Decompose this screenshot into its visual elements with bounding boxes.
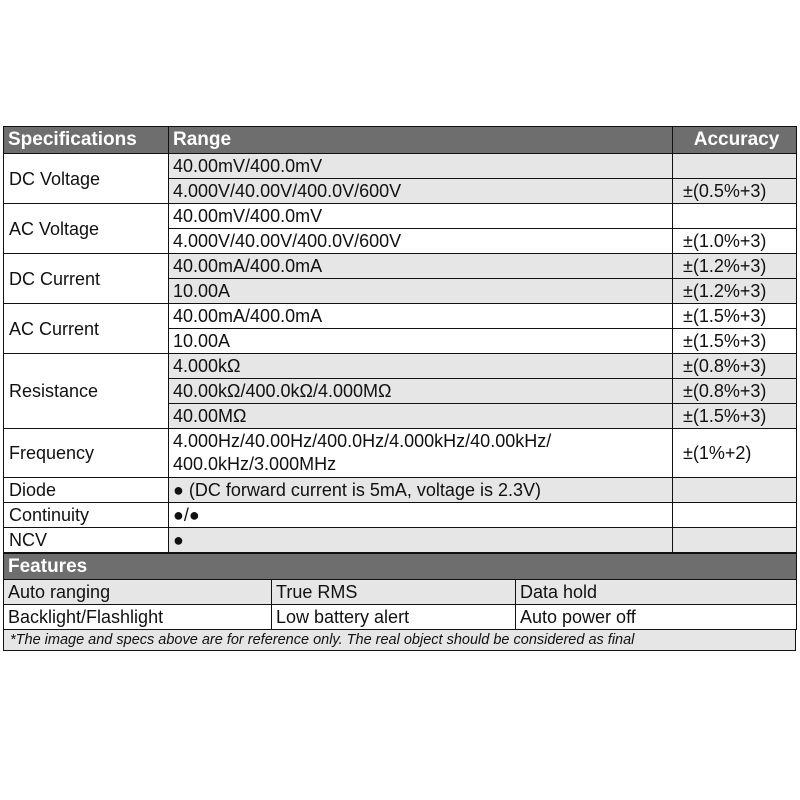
features-table xyxy=(3,553,797,630)
table-row xyxy=(4,254,797,279)
table-row xyxy=(4,154,797,179)
feature-item: Data hold xyxy=(516,580,797,605)
table-header xyxy=(4,127,797,154)
table-row xyxy=(4,528,797,553)
table-row xyxy=(4,478,797,503)
accuracy-cell: ±(1.2%+3) xyxy=(673,279,797,304)
table-row xyxy=(4,354,797,379)
frequency-range-line-1: 4.000Hz/40.00Hz/400.0Hz/4.000kHz/40.00kHz/ xyxy=(173,431,552,451)
table-row xyxy=(4,204,797,229)
feature-item: Backlight/Flashlight xyxy=(4,605,272,630)
spec-name-frequency: Frequency xyxy=(4,429,169,478)
accuracy-cell: ±(0.5%+3) xyxy=(673,179,797,204)
range-cell-frequency xyxy=(169,429,673,478)
table-row xyxy=(4,605,797,630)
features-title: Features xyxy=(4,554,797,580)
accuracy-cell-empty xyxy=(673,154,797,179)
accuracy-cell-empty xyxy=(673,528,797,553)
range-cell: 40.00mV/400.0mV xyxy=(169,154,673,179)
range-cell: 40.00MΩ xyxy=(169,404,673,429)
range-cell: 4.000V/40.00V/400.0V/600V xyxy=(169,179,673,204)
accuracy-cell: ±(1.2%+3) xyxy=(673,254,797,279)
accuracy-cell: ±(1.5%+3) xyxy=(673,329,797,354)
table-row xyxy=(4,503,797,528)
accuracy-cell-empty xyxy=(673,204,797,229)
accuracy-cell: ±(0.8%+3) xyxy=(673,379,797,404)
range-cell: 4.000kΩ xyxy=(169,354,673,379)
accuracy-cell: ±(0.8%+3) xyxy=(673,354,797,379)
specifications-table xyxy=(3,126,797,553)
table-row xyxy=(4,580,797,605)
spec-name-dc-voltage: DC Voltage xyxy=(4,154,169,204)
range-cell: 10.00A xyxy=(169,329,673,354)
range-cell: 40.00mA/400.0mA xyxy=(169,254,673,279)
feature-item: True RMS xyxy=(272,580,516,605)
range-cell: 40.00mV/400.0mV xyxy=(169,204,673,229)
range-cell: 4.000V/40.00V/400.0V/600V xyxy=(169,229,673,254)
range-cell: 10.00A xyxy=(169,279,673,304)
range-cell: 40.00mA/400.0mA xyxy=(169,304,673,329)
spec-sheet xyxy=(3,126,796,651)
header-accuracy: Accuracy xyxy=(673,127,797,154)
disclaimer-note: *The image and specs above are for reference only. The real object should be considered as final xyxy=(3,630,796,651)
accuracy-cell-empty xyxy=(673,503,797,528)
spec-name-ncv: NCV xyxy=(4,528,169,553)
range-cell: ●/● xyxy=(169,503,673,528)
spec-name-ac-voltage: AC Voltage xyxy=(4,204,169,254)
feature-item: Auto power off xyxy=(516,605,797,630)
spec-name-ac-current: AC Current xyxy=(4,304,169,354)
spec-name-continuity: Continuity xyxy=(4,503,169,528)
header-range: Range xyxy=(169,127,673,154)
range-cell: 40.00kΩ/400.0kΩ/4.000MΩ xyxy=(169,379,673,404)
header-specifications: Specifications xyxy=(4,127,169,154)
spec-name-dc-current: DC Current xyxy=(4,254,169,304)
table-row xyxy=(4,429,797,478)
frequency-range-line-2: 400.0kHz/3.000MHz xyxy=(173,454,337,474)
spec-name-resistance: Resistance xyxy=(4,354,169,429)
range-cell: ● (DC forward current is 5mA, voltage is 2.3V) xyxy=(169,478,673,503)
accuracy-cell: ±(1.5%+3) xyxy=(673,404,797,429)
features-header-row xyxy=(4,554,797,580)
feature-item: Auto ranging xyxy=(4,580,272,605)
table-row xyxy=(4,304,797,329)
feature-item: Low battery alert xyxy=(272,605,516,630)
spec-name-diode: Diode xyxy=(4,478,169,503)
range-cell: ● xyxy=(169,528,673,553)
accuracy-cell: ±(1%+2) xyxy=(673,429,797,478)
accuracy-cell: ±(1.0%+3) xyxy=(673,229,797,254)
accuracy-cell: ±(1.5%+3) xyxy=(673,304,797,329)
accuracy-cell-empty xyxy=(673,478,797,503)
